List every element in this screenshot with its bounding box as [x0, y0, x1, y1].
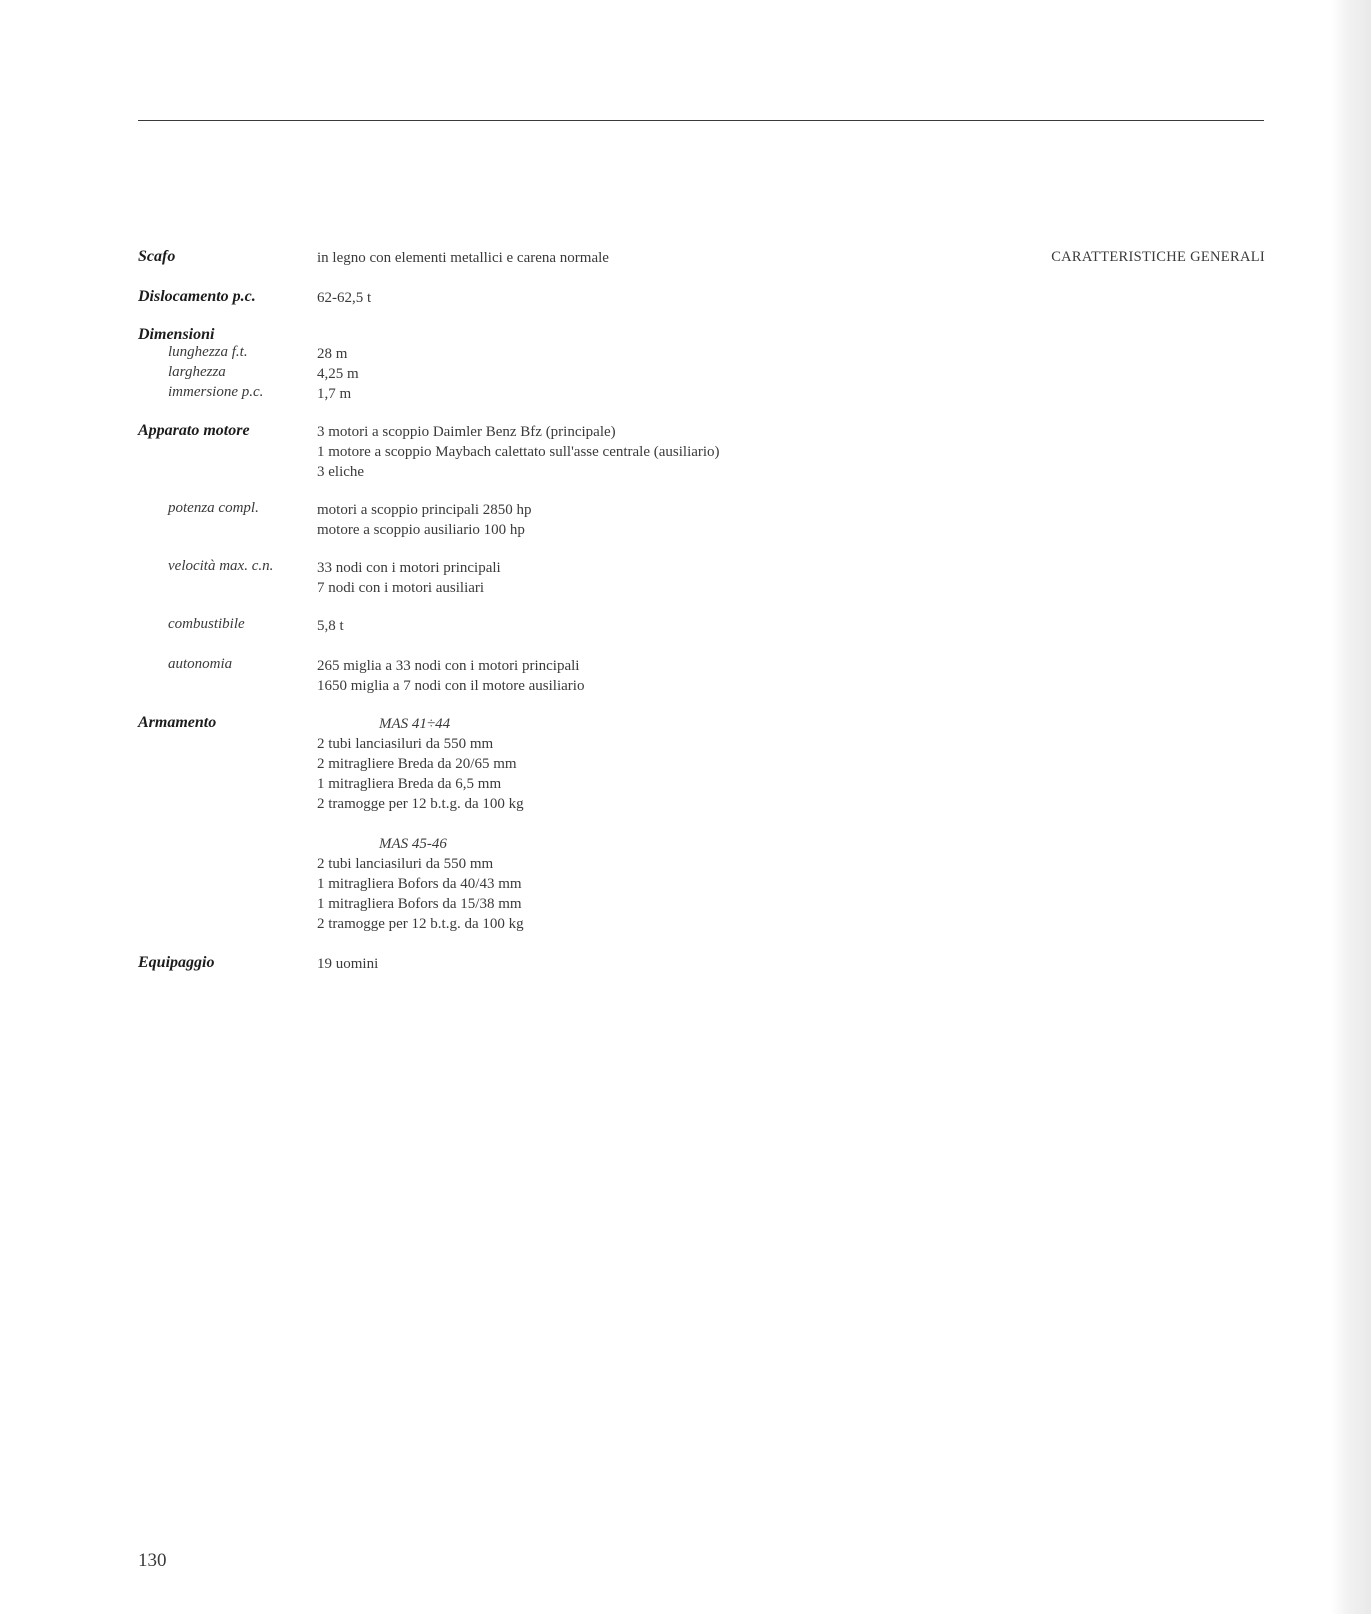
- spec-value: 19 uomini: [317, 956, 379, 972]
- spec-label: Equipaggio: [138, 954, 215, 971]
- spec-value-line: 1650 miglia a 7 nodi con il motore ausiliario: [317, 678, 585, 694]
- spec-row-immersione: [138, 384, 898, 404]
- spec-value: in legno con elementi metallici e carena normale: [317, 250, 609, 266]
- spec-value-line: 2 tramogge per 12 b.t.g. da 100 kg: [317, 796, 524, 812]
- spec-value-line: 2 tubi lanciasiluri da 550 mm: [317, 736, 494, 752]
- spec-value-line: 1 mitragliera Bofors da 15/38 mm: [317, 896, 522, 912]
- spec-sublabel: velocità max. c.n.: [168, 558, 274, 574]
- spec-row-lunghezza: [138, 344, 898, 364]
- spec-row-scafo: [138, 248, 898, 268]
- spec-row-equipaggio: [138, 954, 898, 974]
- spec-row-potenza: [138, 500, 898, 540]
- spec-sublabel: autonomia: [168, 656, 233, 672]
- spec-sublabel: larghezza: [168, 364, 226, 380]
- spec-group-dimensioni: [138, 326, 898, 404]
- armament-group-title: MAS 45-46: [379, 836, 447, 852]
- spec-value: 5,8 t: [317, 618, 344, 634]
- spec-row-combustibile: [138, 616, 898, 636]
- spec-value-line: motore a scoppio ausiliario 100 hp: [317, 522, 525, 538]
- spec-row-dislocamento: [138, 288, 898, 308]
- spec-label: Apparato motore: [138, 422, 250, 439]
- spec-value-line: motori a scoppio principali 2850 hp: [317, 502, 532, 518]
- spec-row-autonomia: [138, 656, 898, 696]
- spec-value: 1,7 m: [317, 386, 352, 402]
- header-rule: [138, 120, 1264, 121]
- spec-value-line: 265 miglia a 33 nodi con i motori principali: [317, 658, 580, 674]
- spec-value-line: 7 nodi con i motori ausiliari: [317, 580, 485, 596]
- spec-value: 4,25 m: [317, 366, 359, 382]
- spec-value: 62-62,5 t: [317, 290, 372, 306]
- spec-label: Dislocamento p.c.: [138, 288, 256, 305]
- spec-row-velocita: [138, 558, 898, 598]
- spec-value-line: 3 eliche: [317, 464, 365, 480]
- spec-value: 28 m: [317, 346, 348, 362]
- spec-row-apparato-motore: [138, 422, 898, 482]
- spec-label: Scafo: [138, 248, 176, 265]
- spec-value-line: 2 tramogge per 12 b.t.g. da 100 kg: [317, 916, 524, 932]
- spec-sublabel: lunghezza f.t.: [168, 344, 248, 360]
- spec-table: [138, 248, 898, 974]
- spec-sublabel: potenza compl.: [168, 500, 259, 516]
- spec-value-line: 1 mitragliera Bofors da 40/43 mm: [317, 876, 522, 892]
- page-number: 130: [138, 1550, 167, 1571]
- spec-value-line: 33 nodi con i motori principali: [317, 560, 501, 576]
- spec-value-line: 1 mitragliera Breda da 6,5 mm: [317, 776, 502, 792]
- spec-sublabel: immersione p.c.: [168, 384, 264, 400]
- spec-value-line: 2 tubi lanciasiluri da 550 mm: [317, 856, 494, 872]
- spec-label: Armamento: [138, 714, 217, 731]
- armament-group-title: MAS 41÷44: [379, 716, 451, 732]
- section-title: CARATTERISTICHE GENERALI: [1051, 249, 1265, 265]
- spec-value-line: 2 mitragliere Breda da 20/65 mm: [317, 756, 517, 772]
- spec-row-armamento: [138, 714, 898, 934]
- spec-value-line: 1 motore a scoppio Maybach calettato sull'asse centrale (ausiliario): [317, 444, 720, 460]
- page-edge-shadow: [1331, 0, 1371, 1614]
- spec-label: Dimensioni: [138, 326, 215, 343]
- spec-value-line: 3 motori a scoppio Daimler Benz Bfz (principale): [317, 424, 616, 440]
- spec-row-larghezza: [138, 364, 898, 384]
- spec-sublabel: combustibile: [168, 616, 245, 632]
